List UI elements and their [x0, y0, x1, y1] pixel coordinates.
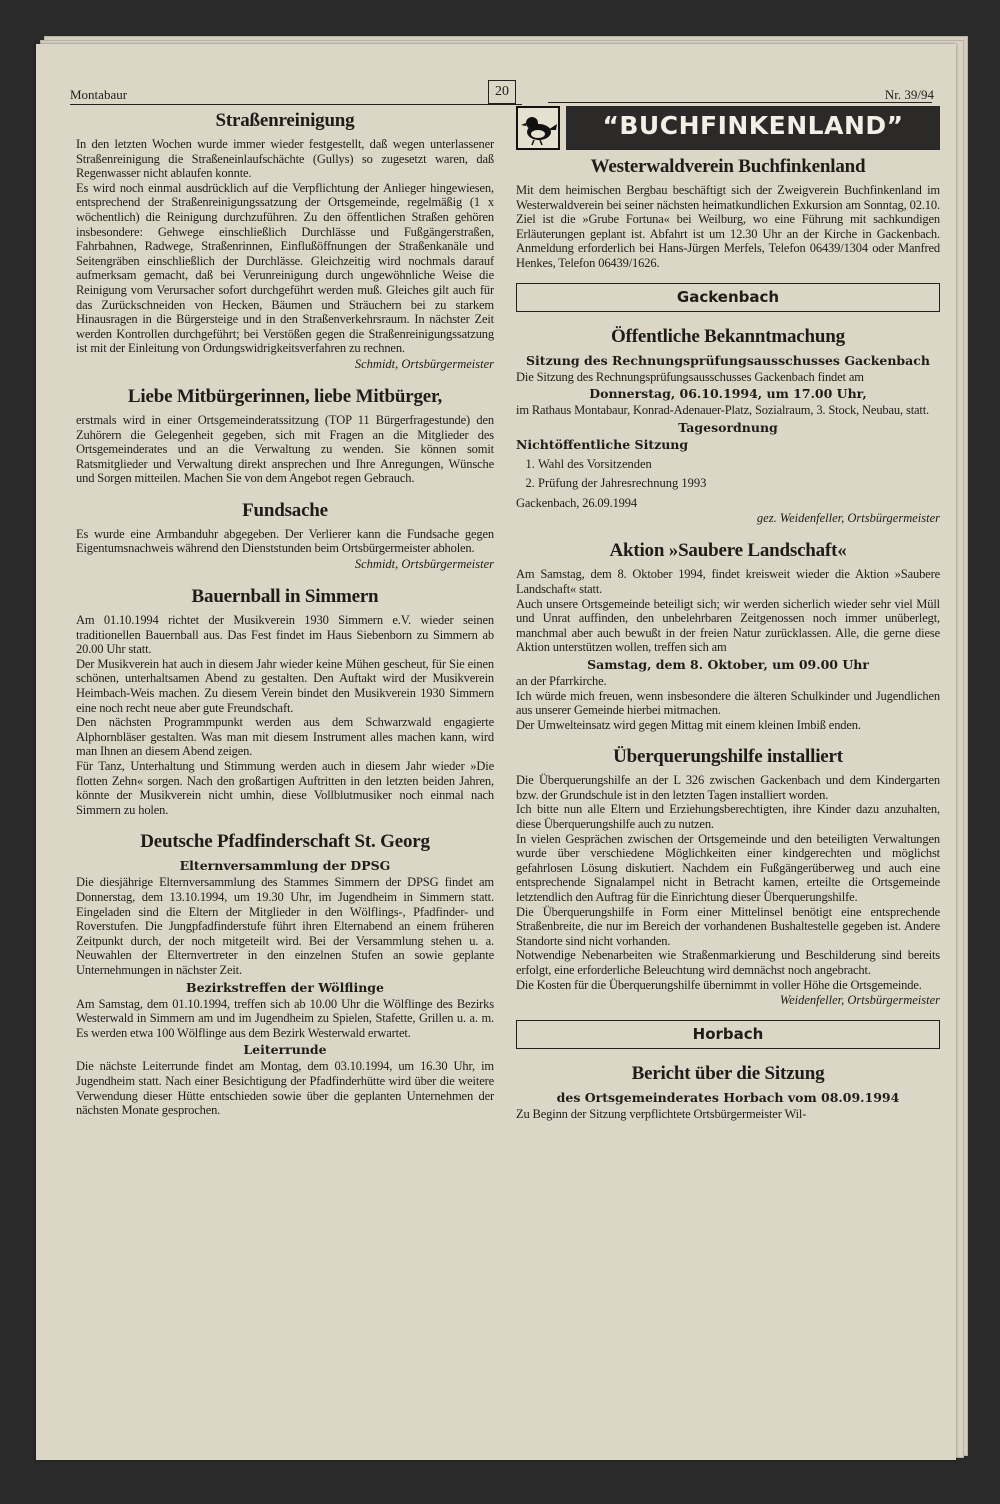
- article-body: Zu Beginn der Sitzung verpflichtete Ortsbürgermeister Wil-: [516, 1107, 807, 1122]
- article-title-strassenreinigung: Straßenreinigung: [215, 110, 355, 131]
- page-number: 20: [488, 80, 516, 104]
- meeting-date: Donnerstag, 06.10.1994, um 17.00 Uhr,: [589, 386, 867, 402]
- article-body-mitbuerger: erstmals wird in einer Ortsgemeinderatssitzung (TOP 11 Bürgerfragestunde) den Zuhörern die Gelegenheit gegeben, sich mit Fragen an die Mitglieder des Ortsgemeinderates und an die Verwaltung zu wenden. Sie können somit Ratsmitglieder und Verwaltung direkt ansprechen und Ihre Anregungen, Wünsche und Sorgen mitteilen. Machen Sie von dem Angebot regen Gebrauch.: [76, 412, 494, 486]
- article-body-bauernball: Am 01.10.1994 richtet der Musikverein 1930 Simmern e.V. wieder seinen traditionellen Bauernball aus. Das Fest findet im Haus Siebenborn zu Simmern ab 20.00 Uhr statt. Der Musikverein hat auch in diesem Jahr wieder keine Mühen gescheut, für Sie einen schönen, unterhaltsamen Abend zu gestalten. Den Auftakt wird der Musikverein Heimbach-Weis machen. Zu diesem Verein bindet den Musikverein 1930 Simmern eine noch recht neue aber gute Freundschaft. Den nächsten Programmpunkt werden aus dem Schwarzwald engagierte Alphornbläser gestalten. Was man mit diesem Instrument alles machen kann, wird man Ihnen an diesem Abend zeigen. Für Tanz, Unterhaltung und Stimmung werden auch in diesem Jahr wieder »Die flotten Zehn« sorgen. Nach den großartigen Auftritten in den letzten beiden Jahren, könnte der Musikverein nicht umhin, diese Vollblutmusiker noch einmal nach Simmern zu holen.: [76, 613, 494, 817]
- article-title-saubere-landschaft: Aktion »Saubere Landschaft«: [609, 540, 847, 562]
- event-date: Samstag, dem 8. Oktober, um 09.00 Uhr: [587, 656, 869, 672]
- subheading: Leiterrunde: [243, 1042, 327, 1058]
- header-rule-right: [548, 102, 932, 103]
- article-body: Die Überquerungshilfe an der L 326 zwischen Gackenbach und dem Kindergarten bzw. der Grundschule ist in den letzten Tagen installiert worden. Ich bitte nun alle Eltern und Erziehungsberechtigten, ihre Kinder dazu anzuhalten, diese Überquerungshilfe auch zu nutzen. In vielen Gesprächen zwischen der Ortsgemeinde und den beteiligten Verwaltungen wurde über verschiedene Möglichkeiten einer kindgerechten und möglichst gefahrlosen Lösung diskutiert. Nachdem ein Fußgängerüberweg und auch eine entsprechende Signalampel nicht in Betracht kamen, erteilte die Ortsgemeinde letztendlich den Auftrag für die Einrichtung dieser Überquerungshilfe. Die Überquerungshilfe in Form einer Mittelinsel benötigt eine entsprechende Straßenbreite, die nur im Bereich der vorhandenen Bushaltestelle gegeben ist. Andere Standorte sind nicht vorhanden. Notwendige Nebenarbeiten wie Straßenmarkierung und Beschilderung sind bereits erfolgt, eine erforderliche Beleuchtung wird demnächst noch angebracht. Die Kosten für die Überquerungshilfe übernimmt in voller Höhe die Ortsgemeinde.: [516, 773, 940, 992]
- article-title-fundsache: Fundsache: [242, 499, 328, 521]
- header-town: Montabaur: [70, 87, 128, 102]
- section-header-horbach: Horbach: [516, 1020, 940, 1049]
- article-body: Die diesjährige Elternversammlung des Stammes Simmern der DPSG findet am Donnerstag, dem 13.10.1994, um 19.30 Uhr, im Jugendheim in Simmern statt. Eingeladen sind die Eltern der Mitglieder in den Wölflings-, Pfadfinder- und Roverstufen. Die Jungpfadfinderstufe führt ihren Elternabend an einem früheren Zeitpunkt durch, der noch mitgeteilt wird. Bei der Versammlung stehen u. a. Neuwahlen der Elternvertreter in den einzelnen Stufen an sowie geplante Unternehmungen in nächster Zeit.: [76, 875, 494, 977]
- article-body: an der Pfarrkirche. Ich würde mich freuen, wenn insbesondere die älteren Schulkinder und Jugendlichen aus unserer Gemeinde hierbei mitmachen. Der Umwelteinsatz wird gegen Mittag mit einem kleinen Imbiß enden.: [516, 673, 940, 732]
- article-body: im Rathaus Montabaur, Konrad-Adenauer-Platz, Sozialraum, 3. Stock, Neubau, statt.: [516, 403, 930, 418]
- article-body: Am Samstag, dem 01.10.1994, treffen sich ab 10.00 Uhr die Wölflinge des Bezirks Westerwald in Simmern am und im Jugendheim zu Spielen, Stafette, Grillen u. a. m. Es werden etwa 100 Wölflinge aus dem Bezirk Westerwald erwartet.: [76, 996, 494, 1040]
- article-title-pfadfinder: Deutsche Pfadfinderschaft St. Georg: [140, 831, 430, 853]
- article-body-strassenreinigung: In den letzten Wochen wurde immer wieder festgestellt, daß wegen unterlassener Straßenreinigung die Straßeneinlaufschächte (Gullys) so zugesetzt waren, daß Regenwasser nicht ablaufen konnte. Es wird noch einmal ausdrücklich auf die Verpflichtung der Anlieger hingewiesen, entsprechend der Straßenreinigungssatzung der Ortsgemeinde, regelmäßig (1 x wöchentlich) die Reinigung durchzuführen. Zu den öffentlichen Straßen gehören insbesondere: Gehwege einschließlich Durchlässe und Fußgängerstraßen, Fahrbahnen, Radwege, Straßenrinnen, Einflußöffnungen der Straßenkanäle und Seitengräben einschließlich der Durchlässe. Gleichzeitig wird nochmals darauf aufmerksam gemacht, daß bei Verunreinigung durch ungewöhnliche Weise die Reinigung vom Verursacher sofort durchgeführt werden muß. Gleiches gilt auch für das Zurückschneiden von Hecken, Bäumen und Sträuchern bei zu starkem Hinausragen in die Bürgersteige und in den Straßenverkehrsraum. In nächster Zeit werden Kontrollen durchgeführt; bei Verstößen gegen die Straßenreinigungssatzung ist mit der Einleitung von Ordungswidrigkeitsverfahren zu rechnen.: [76, 137, 494, 356]
- buchfinkenland-banner: [516, 106, 940, 150]
- newspaper-page: [36, 44, 956, 1460]
- signature: Schmidt, Ortsbürgermeister: [354, 356, 494, 371]
- issue-number: Nr. 39/94: [884, 87, 934, 102]
- subheading: Elternversammlung der DPSG: [179, 858, 391, 874]
- left-column: [76, 110, 494, 1118]
- article-body-fundsache: Es wurde eine Armbanduhr abgegeben. Der Verlierer kann die Fundsache gegen Eigentumsnachweis während den Dienststunden beim Ortsbürgermeister abholen.: [76, 526, 494, 556]
- place-date: Gackenbach, 26.09.1994: [516, 495, 637, 510]
- article-body: Am Samstag, dem 8. Oktober 1994, findet kreisweit wieder die Aktion »Saubere Landschaft« statt. Auch unsere Ortsgemeinde beteiligt sich; wir werden sicherlich wieder sehr viel Müll und Unrat auffinden, den unbelehrbaren Zeitgenossen noch immer unüberlegt, manchmal aber auch bewußt in der freien Natur zurücklassen. Alle, die gerne diese Aktion unterstützen wollen, treffen sich am: [516, 567, 940, 655]
- finch-bird-icon: [516, 106, 560, 150]
- signature: Weidenfeller, Ortsbürgermeister: [779, 993, 940, 1008]
- signature: Schmidt, Ortsbürgermeister: [354, 557, 494, 572]
- article-body: Die nächste Leiterrunde findet am Montag, dem 03.10.1994, um 16.30 Uhr, im Jugendheim statt. Nach einer Besichtigung der Pfadfinderhütte wird über die weitere Verwendung dieser Hütte entschieden sowie über die geplanten Unternehmen der nächsten Monate gesprochen.: [76, 1059, 494, 1118]
- subheading: Sitzung des Rechnungsprüfungsausschusses Gackenbach: [526, 352, 930, 368]
- signature: gez. Weidenfeller, Ortsbürgermeister: [756, 511, 940, 526]
- article-title-westerwaldverein: Westerwaldverein Buchfinkenland: [590, 156, 866, 177]
- article-title-bekanntmachung: Öffentliche Bekanntmachung: [611, 325, 845, 347]
- subheading: des Ortsgemeinderates Horbach vom 08.09.1994: [556, 1090, 900, 1106]
- article-body-westerwaldverein: Mit dem heimischen Bergbau beschäftigt sich der Zweigverein Buchfinkenland im Westerwaldverein bei seiner nächsten heimatkundlichen Exkursion am Sonntag, 02.10. Ziel ist die »Grube Fortuna« bei Weilburg, wo eine Führung mit sachkundigen Erläuterungen geplant ist. Abfahrt ist um 12.30 Uhr an der Kirche in Gackenbach. Anmeldung erforderlich bei Hans-Jürgen Merfels, Telefon 06439/1304 oder Manfred Henkes, Telefon 06439/1626.: [516, 183, 940, 270]
- nonpublic-heading: Nichtöffentliche Sitzung: [516, 436, 689, 452]
- banner-title: “BUCHFINKENLAND”: [566, 106, 940, 150]
- agenda-item: 1. Wahl des Vorsitzenden: [538, 455, 940, 474]
- agenda-heading: Tagesordnung: [678, 419, 778, 435]
- article-body: Die Sitzung des Rechnungsprüfungsausschusses Gackenbach findet am: [516, 369, 864, 384]
- section-header-gackenbach: Gackenbach: [516, 283, 940, 312]
- right-column: [516, 106, 940, 1122]
- agenda-list: [516, 455, 940, 493]
- agenda-item: 2. Prüfung der Jahresrechnung 1993: [538, 474, 940, 493]
- article-title-ueberquerungshilfe: Überquerungshilfe installiert: [613, 746, 843, 768]
- subheading: Bezirkstreffen der Wölflinge: [186, 979, 384, 995]
- article-title-bericht: Bericht über die Sitzung: [631, 1063, 825, 1085]
- article-title-bauernball: Bauernball in Simmern: [191, 586, 379, 608]
- article-title-mitbuerger: Liebe Mitbürgerinnen, liebe Mitbürger,: [127, 385, 443, 407]
- header-rule-left: [70, 104, 522, 105]
